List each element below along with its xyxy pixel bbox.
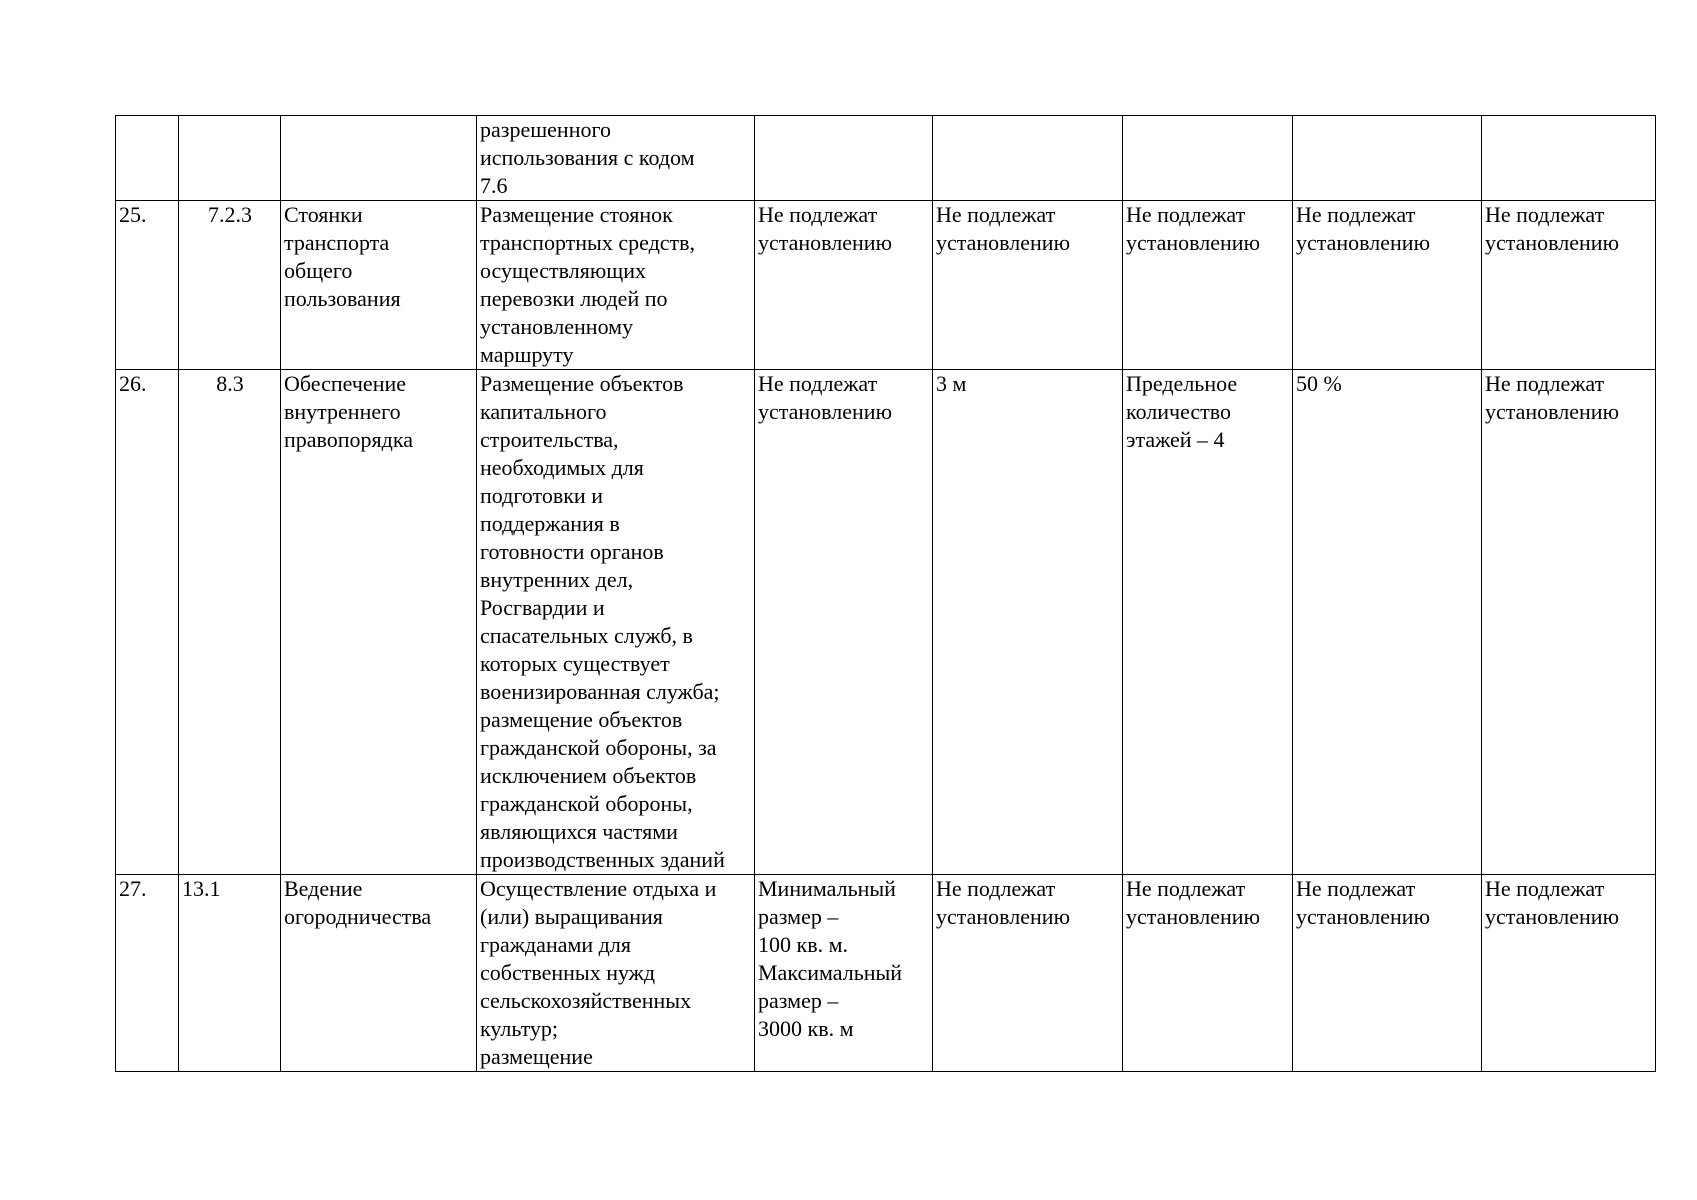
land-use-regulations-table <box>115 115 1656 1072</box>
parameter-cell: Не подлежат установлению <box>1482 370 1656 875</box>
use-description: Осуществление отдыха и (или) выращивания гражданами для собственных нужд сельскохозяйственных культур; размещение <box>477 875 755 1072</box>
use-description: Размещение стоянок транспортных средств, осуществляющих перевозки людей по установленному маршруту <box>477 201 755 370</box>
parameter-cell: Не подлежат установлению <box>933 201 1123 370</box>
parameter-cell <box>755 116 933 201</box>
parameter-cell <box>1293 116 1482 201</box>
parameter-cell: 50 % <box>1293 370 1482 875</box>
parameter-cell: Не подлежат установлению <box>1123 875 1293 1072</box>
parameter-cell: Не подлежат установлению <box>933 875 1123 1072</box>
parameter-cell: 3 м <box>933 370 1123 875</box>
parameter-cell <box>1123 116 1293 201</box>
table-row <box>116 201 1656 370</box>
table-row <box>116 370 1656 875</box>
use-description: разрешенного использования с кодом 7.6 <box>477 116 755 201</box>
zoning-table-container <box>115 115 1655 1072</box>
row-number <box>116 116 179 201</box>
use-code: 8.3 <box>179 370 281 875</box>
use-code <box>179 116 281 201</box>
parameter-cell: Предельное количество этажей – 4 <box>1123 370 1293 875</box>
use-name <box>281 116 477 201</box>
parameter-cell: Не подлежат установлению <box>1293 201 1482 370</box>
parameter-cell: Минимальный размер – 100 кв. м. Максимальный размер – 3000 кв. м <box>755 875 933 1072</box>
use-name: Обеспечение внутреннего правопорядка <box>281 370 477 875</box>
table-row <box>116 116 1656 201</box>
parameter-cell: Не подлежат установлению <box>1293 875 1482 1072</box>
table-row <box>116 875 1656 1072</box>
row-number: 26. <box>116 370 179 875</box>
parameter-cell: Не подлежат установлению <box>1123 201 1293 370</box>
row-number: 25. <box>116 201 179 370</box>
parameter-cell: Не подлежат установлению <box>755 370 933 875</box>
parameter-cell <box>933 116 1123 201</box>
parameter-cell: Не подлежат установлению <box>1482 201 1656 370</box>
use-description: Размещение объектов капитального строительства, необходимых для подготовки и поддержания в готовности органов внутренних дел, Росгвардии и спасательных служб, в которых существует военизированная служба; размещение объектов гражданской обороны, за исключением объектов гражданской обороны, являющихся частями производственных зданий <box>477 370 755 875</box>
parameter-cell: Не подлежат установлению <box>1482 875 1656 1072</box>
row-number: 27. <box>116 875 179 1072</box>
use-name: Стоянки транспорта общего пользования <box>281 201 477 370</box>
use-name: Ведение огородничества <box>281 875 477 1072</box>
use-code: 7.2.3 <box>179 201 281 370</box>
parameter-cell <box>1482 116 1656 201</box>
parameter-cell: Не подлежат установлению <box>755 201 933 370</box>
use-code: 13.1 <box>179 875 281 1072</box>
